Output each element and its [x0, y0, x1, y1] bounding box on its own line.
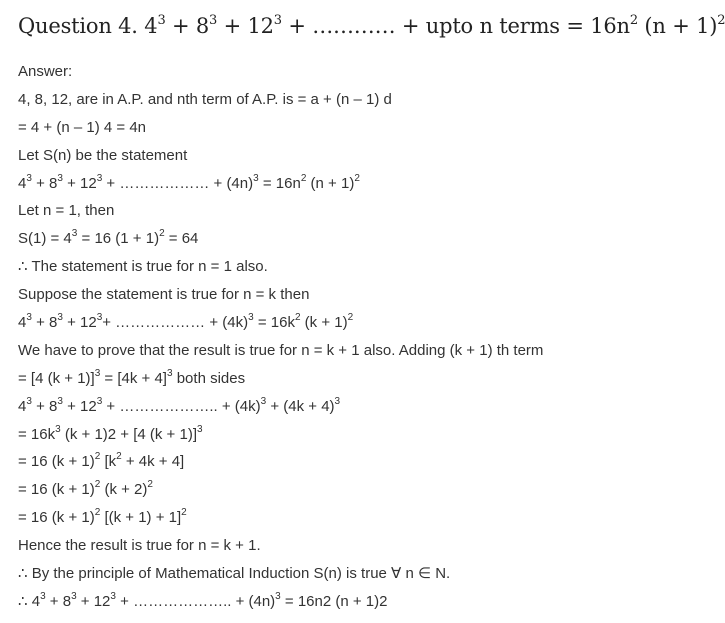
solution-line: = 16 $(k + 1)^2$ $[(k + 1) + 1]^2$: [18, 507, 187, 527]
solution-line: Hence the result is true for n = k + 1.: [18, 537, 261, 555]
solution-line: Suppose the statement is true for n = k then: [18, 286, 310, 304]
solution-line: $4^3 + 8^3 + 12^3$ + ……………….. + $(4k)^3 + (4k + 4)^3$: [18, 395, 341, 415]
solution-line: = 16 $(k + 1)^2$ $[k^2 + 4k + 4]$: [18, 451, 185, 471]
solution-line: = [4 $(k + 1)]^3 = [4k + 4]^3$ both sides: [18, 367, 246, 387]
solution-line: ∴ By the principle of Mathematical Induction S(n) is true ∀ n ∈ N.: [18, 565, 451, 583]
solution-line: 4, 8, 12, are in A.P. and nth term of A.P. is = a + (n – 1) d: [18, 90, 392, 108]
solution-line: = 16 $(k + 1)^2$ $(k + 2)^2$: [18, 479, 153, 499]
solution-line: ∴ $4^3 + 8^3 + 12^3$ + ……………….. + $(4n)^3 = 16n2$ (n + 1)2: [18, 590, 388, 610]
solution-line: $4^3 + 8^3 + 12^3+$ ……………… + $(4k)^3 = 16k^2$ $(k + 1)^2$: [18, 312, 354, 332]
question-expression: $4^3 + 8^3 + 12^3$ + ………… + upto n terms = $16n^2$ $(n + 1)^2$: [144, 13, 725, 38]
answer-label: Answer:: [18, 63, 73, 80]
solution-line: = 4 + (n – 1) 4 = 4n: [18, 118, 147, 136]
answer-body: [18, 58, 698, 616]
solution-line: $S(1) = 4^3 = 16$ $(1 + 1)^2 = 64$: [18, 228, 199, 248]
solution-line: Let S(n) be the statement: [18, 146, 188, 164]
solution-line: $4^3 + 8^3 + 12^3$ + ……………… + $(4n)^3 = 16n^2$ $(n + 1)^2$: [18, 172, 360, 192]
question-label: Question 4.: [18, 14, 138, 38]
solution-line: ∴ The statement is true for n = 1 also.: [18, 258, 268, 276]
question-heading: [18, 11, 725, 41]
solution-line: = $16k^3$ (k + 1)2 + [4 (k + 1)]$^3$: [18, 423, 203, 443]
solution-line: Let n = 1, then: [18, 202, 115, 220]
solution-line: We have to prove that the result is true for n = k + 1 also. Adding (k + 1) th term: [18, 341, 544, 359]
